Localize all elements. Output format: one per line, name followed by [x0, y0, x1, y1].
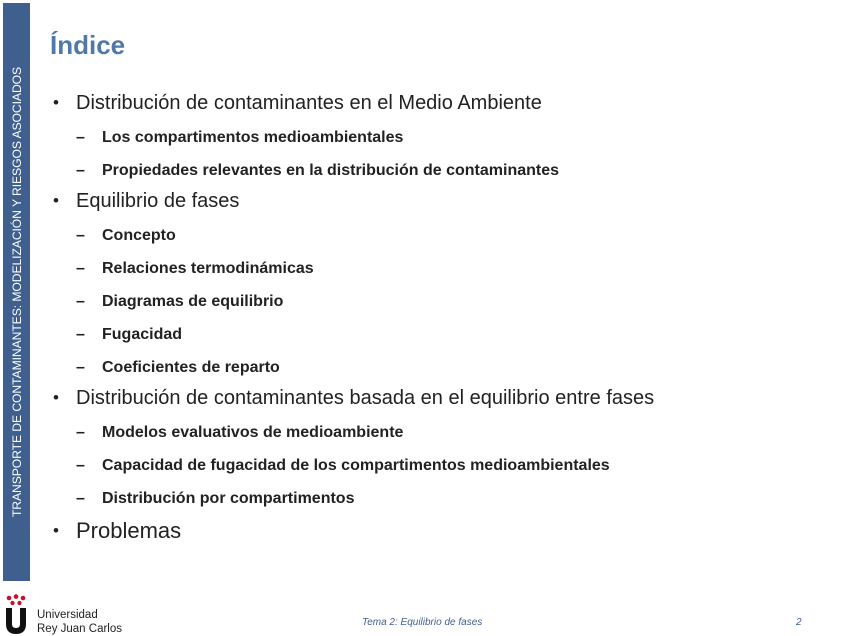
- outline-list: [50, 90, 830, 544]
- outline-item: [50, 518, 830, 544]
- outline-item-text: Problemas: [76, 518, 182, 543]
- dash-icon: –: [76, 260, 85, 277]
- university-name-line2: Rey Juan Carlos: [37, 623, 123, 635]
- outline-subitem: [50, 225, 830, 247]
- dash-icon: –: [76, 293, 85, 310]
- outline-subitem: [50, 357, 830, 379]
- university-logo: [3, 594, 133, 636]
- outline-subitem: [50, 488, 830, 510]
- outline-subitem-text: Concepto: [102, 227, 176, 244]
- outline-subitem-text: Capacidad de fugacidad de los compartimentos medioambientales: [102, 457, 610, 474]
- outline-subitem-text: Distribución por compartimentos: [102, 490, 355, 507]
- dash-icon: –: [76, 326, 85, 343]
- outline-subitem-text: Diagramas de equilibrio: [102, 293, 284, 310]
- outline-subitem-text: Coeficientes de reparto: [102, 359, 280, 376]
- dash-icon: –: [76, 129, 85, 146]
- bullet-icon: •: [53, 388, 59, 407]
- outline-subitem: [50, 291, 830, 313]
- dash-icon: –: [76, 162, 85, 179]
- side-banner: [3, 3, 30, 581]
- outline-item: [50, 188, 830, 214]
- outline-item: [50, 90, 830, 116]
- page-number: 2: [796, 617, 802, 628]
- outline-item-text: Distribución de contaminantes en el Medio Ambiente: [76, 92, 542, 114]
- dash-icon: –: [76, 490, 85, 507]
- outline-subitem-text: Modelos evaluativos de medioambiente: [102, 424, 404, 441]
- dash-icon: –: [76, 424, 85, 441]
- outline-subitem-text: Los compartimentos medioambientales: [102, 129, 404, 146]
- outline-subitem: [50, 160, 830, 182]
- outline-subitem-text: Propiedades relevantes en la distribución de contaminantes: [102, 162, 560, 179]
- outline-subitem: [50, 324, 830, 346]
- university-logo-icon: [3, 594, 29, 636]
- bullet-icon: •: [53, 521, 59, 540]
- university-name-line1: Universidad: [37, 609, 98, 621]
- dash-icon: –: [76, 457, 85, 474]
- outline-subitem: [50, 127, 830, 149]
- university-name: [37, 608, 122, 636]
- dash-icon: –: [76, 359, 85, 376]
- outline-item-text: Equilibrio de fases: [76, 190, 240, 212]
- bullet-icon: •: [53, 93, 59, 112]
- outline-subitem: [50, 258, 830, 280]
- dash-icon: –: [76, 227, 85, 244]
- outline-subitem-text: Relaciones termodinámicas: [102, 260, 314, 277]
- slide-title: Índice: [50, 30, 126, 60]
- bullet-icon: •: [53, 191, 59, 210]
- outline-item-text: Distribución de contaminantes basada en el equilibrio entre fases: [76, 387, 655, 409]
- footer-topic: Tema 2: Equilibrio de fases: [362, 617, 483, 628]
- side-banner-text: TRANSPORTE DE CONTAMINANTES: MODELIZACIÓN Y RIESGOS ASOCIADOS: [9, 66, 24, 518]
- outline-subitem-text: Fugacidad: [102, 326, 183, 343]
- outline-item: [50, 385, 830, 411]
- outline-subitem: [50, 455, 830, 477]
- outline-subitem: [50, 422, 830, 444]
